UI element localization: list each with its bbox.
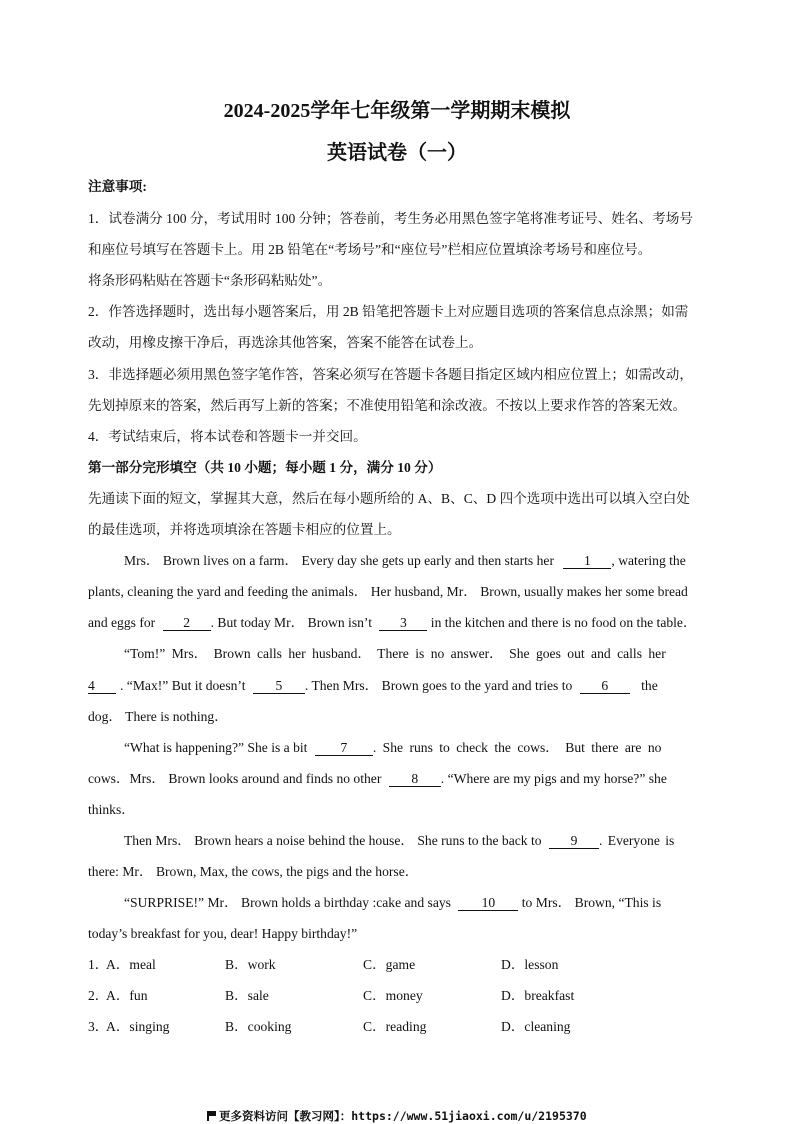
notice-line: 4．考试结束后，将本试卷和答题卡一并交回。 bbox=[88, 429, 367, 444]
passage-line bbox=[88, 614, 708, 632]
passage-text: to Mrs． Brown, “This is bbox=[521, 895, 662, 910]
passage-text: Then Mrs． Brown hears a noise behind the house． She runs to the back to bbox=[124, 833, 542, 848]
blank-6: 6 bbox=[580, 678, 630, 694]
notice-line: 2．作答选择题时，选出每小题答案后，用 2B 铅笔把答题卡上对应题目选项的答案信息点涂黑；如需 bbox=[88, 304, 689, 319]
footer-link[interactable] bbox=[206, 1108, 587, 1124]
passage-text: in the kitchen and there is no food on the table． bbox=[430, 615, 697, 630]
passage-text: “Tom!” Mrs． Brown calls her husband． There is no answer． She goes out and calls her bbox=[124, 646, 666, 661]
passage-line: plants, cleaning the yard and feeding the animals． Her husband, Mr． Brown, usually makes her some bread bbox=[88, 584, 688, 599]
passage-line: thinks． bbox=[88, 802, 135, 817]
notice-line: 1．试卷满分 100 分，考试用时 100 分钟；答卷前，考生务必用黑色签字笔将准考证号、姓名、考场号 bbox=[88, 211, 693, 226]
passage-line bbox=[88, 770, 708, 788]
option-a[interactable]: A．meal bbox=[106, 957, 156, 972]
passage-line bbox=[88, 894, 708, 912]
passage-line bbox=[88, 552, 708, 570]
passage-text: . “Max!” But it doesn’t bbox=[120, 678, 246, 693]
passage-text: Mrs． Brown lives on a farm． Every day she gets up early and then starts her bbox=[124, 553, 554, 568]
passage-line bbox=[88, 645, 708, 663]
passage-line: dog． There is nothing． bbox=[88, 709, 228, 724]
blank-5: 5 bbox=[253, 678, 305, 694]
notice-line: 改动，用橡皮擦干净后，再选涂其他答案，答案不能答在试卷上。 bbox=[88, 335, 483, 350]
blank-3: 3 bbox=[379, 615, 427, 631]
notice-line: 3．非选择题必须用黑色签字笔作答，答案必须写在答题卡各题目指定区域内相应位置上；如需改动， bbox=[88, 367, 693, 382]
blank-9: 9 bbox=[549, 833, 599, 849]
passage-text: the bbox=[641, 678, 658, 693]
passage-text: and eggs for bbox=[88, 615, 156, 630]
footer-text[interactable]: 更多资料访问【教习网】：https://www.51jiaoxi.com/u/2195370 bbox=[219, 1109, 587, 1123]
option-d[interactable]: D．breakfast bbox=[501, 988, 575, 1003]
option-d[interactable]: D．cleaning bbox=[501, 1019, 571, 1034]
blank-1: 1 bbox=[563, 553, 611, 569]
notice-line: 和座位号填写在答题卡上。用 2B 铅笔在“考场号”和“座位号”栏相应位置填涂考场号和座位号。 bbox=[88, 242, 652, 257]
passage-text: . She runs to check the cows． But there are no bbox=[372, 740, 662, 755]
option-b[interactable]: B．sale bbox=[225, 988, 269, 1003]
section-instruction: 的最佳选项，并将选项填涂在答题卡相应的位置上。 bbox=[88, 522, 401, 537]
passage-text: . But today Mr． Brown isn’t bbox=[210, 615, 372, 630]
blank-4: 4 bbox=[88, 678, 116, 694]
passage-text: . Everyone is bbox=[598, 833, 675, 848]
option-a[interactable]: A．singing bbox=[106, 1019, 170, 1034]
passage-text: . “Where are my pigs and my horse?” she bbox=[440, 771, 667, 786]
passage-text: , watering the bbox=[611, 553, 686, 568]
notice-line: 将条形码粘贴在答题卡“条形码粘贴处”。 bbox=[88, 273, 332, 288]
passage-line bbox=[88, 677, 708, 695]
blank-10: 10 bbox=[458, 895, 518, 911]
exam-title: 2024-2025学年七年级第一学期期末模拟 bbox=[223, 100, 571, 122]
notice-heading: 注意事项: bbox=[88, 179, 147, 194]
passage-text: “What is happening?” She is a bit bbox=[124, 740, 308, 755]
passage-text: cows．Mrs． Brown looks around and finds no other bbox=[88, 771, 382, 786]
option-d[interactable]: D．lesson bbox=[501, 957, 559, 972]
blank-8: 8 bbox=[389, 771, 441, 787]
blank-7: 7 bbox=[315, 740, 373, 756]
blank-2: 2 bbox=[163, 615, 211, 631]
option-c[interactable]: C．game bbox=[363, 957, 416, 972]
option-c[interactable]: C．money bbox=[363, 988, 423, 1003]
option-b[interactable]: B．work bbox=[225, 957, 276, 972]
exam-subtitle: 英语试卷（一） bbox=[327, 142, 467, 164]
passage-line: there: Mr． Brown, Max, the cows, the pigs and the horse． bbox=[88, 864, 419, 879]
notice-line: 先划掉原来的答案，然后再写上新的答案；不准使用铅笔和涂改液。不按以上要求作答的答案无效。 bbox=[88, 398, 687, 413]
passage-line: today’s breakfast for you, dear! Happy birthday!” bbox=[88, 926, 358, 941]
section-heading: 第一部分完形填空（共 10 小题；每小题 1 分，满分 10 分） bbox=[88, 460, 442, 475]
passage-line bbox=[88, 739, 708, 757]
question-number: 2． bbox=[88, 988, 109, 1003]
option-a[interactable]: A．fun bbox=[106, 988, 148, 1003]
flag-icon bbox=[206, 1111, 216, 1121]
option-b[interactable]: B．cooking bbox=[225, 1019, 292, 1034]
question-number: 1． bbox=[88, 957, 109, 972]
section-instruction: 先通读下面的短文，掌握其大意，然后在每小题所给的 A、B、C、D 四个选项中选出可以填入空白处 bbox=[88, 491, 690, 506]
passage-text: . Then Mrs． Brown goes to the yard and tries to bbox=[304, 678, 573, 693]
passage-line bbox=[88, 832, 708, 850]
option-c[interactable]: C．reading bbox=[363, 1019, 427, 1034]
question-number: 3． bbox=[88, 1019, 109, 1034]
passage-text: “SURPRISE!” Mr． Brown holds a birthday :cake and says bbox=[124, 895, 451, 910]
